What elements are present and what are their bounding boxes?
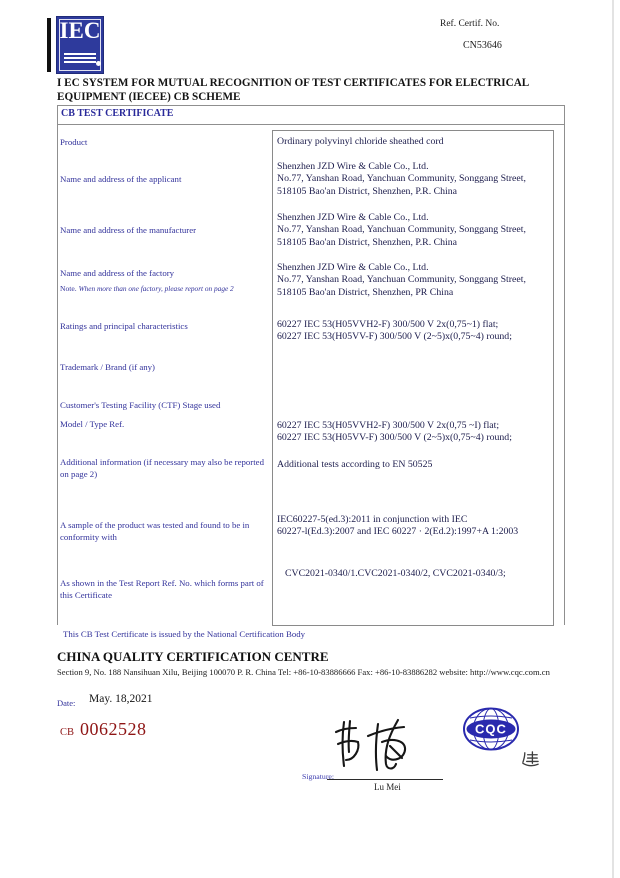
date-value: May. 18,2021	[89, 693, 153, 705]
value-line: No.77, Yanshan Road, Yanchuan Community, Songgang Street,	[277, 224, 526, 236]
cb-number: 0062528	[80, 719, 147, 739]
row-label-ratings: Ratings and principal characteristics	[60, 321, 188, 331]
iec-logo	[47, 16, 107, 74]
row-value-test-report	[285, 568, 557, 580]
factory-note	[60, 284, 274, 293]
ref-certif-label: Ref. Certif. No.	[440, 19, 500, 29]
value-line: 60227 IEC 53(H05VV-F) 300/500 V (2~5)x(0,75~4) round;	[277, 432, 512, 444]
row-label-product: Product	[60, 137, 88, 147]
values-panel	[272, 130, 554, 626]
signature-label: Signature:	[302, 772, 335, 781]
cb-test-certificate-title: CB TEST CERTIFICATE	[61, 108, 174, 119]
ref-certif-number: CN53646	[463, 40, 502, 51]
row-value-factory	[277, 262, 549, 299]
value-line: Additional tests according to EN 50525	[277, 459, 433, 470]
value-line: 60227 IEC 53(H05VV-F) 300/500 V (2~5)x(0,75~4) round;	[277, 331, 512, 343]
row-label-factory: Name and address of the factory	[60, 268, 175, 278]
row-value-applicant	[277, 161, 549, 198]
cb-number-prefix: CB	[60, 727, 75, 738]
signature-name: Lu Mei	[374, 782, 401, 792]
value-line: 60227 IEC 53(H05VVH2-F) 300/500 V 2x(0,75~1) flat;	[277, 319, 499, 330]
value-line: 518105 Bao'an District, Shenzhen, PR China	[277, 286, 454, 298]
scheme-title: I EC SYSTEM FOR MUTUAL RECOGNITION OF TEST CERTIFICATES FOR ELECTRICAL EQUIPMENT (IECEE) CB SCHEME	[57, 77, 529, 103]
value-line: No.77, Yanshan Road, Yanchuan Community, Songgang Street,	[277, 173, 526, 185]
factory-note-prefix: Note.	[60, 284, 77, 293]
cb-test-certificate-title-box	[57, 105, 565, 125]
cqc-logo-text: CQC	[475, 721, 507, 737]
value-line: Ordinary polyvinyl chloride sheathed cord	[277, 136, 444, 147]
signature-line	[327, 779, 443, 780]
row-label-applicant: Name and address of the applicant	[60, 174, 182, 184]
value-line: 60227-l(Ed.3):2007 and IEC 60227 · 2(Ed.2):1997+A 1:2003	[277, 526, 519, 538]
org-name: CHINA QUALITY CERTIFICATION CENTRE	[57, 649, 329, 664]
row-value-product	[277, 136, 549, 148]
row-value-manufacturer	[277, 212, 549, 249]
value-line: Shenzhen JZD Wire & Cable Co., Ltd.	[277, 161, 429, 172]
row-label-ctf: Customer's Testing Facility (CTF) Stage used	[60, 400, 221, 410]
factory-note-italic: When more than one factory, please report on page 2	[78, 284, 234, 293]
cqc-logo	[462, 707, 520, 752]
row-label-model: Model / Type Ref.	[60, 419, 125, 429]
row-label-additional-info: Additional information (if necessary may also be reported on page 2)	[60, 457, 264, 479]
signature-handwriting	[330, 716, 435, 776]
iec-logo-box	[56, 16, 104, 74]
row-value-ratings	[277, 319, 549, 344]
value-line: IEC60227-5(ed.3):2011 in conjunction with IEC	[277, 514, 468, 525]
row-label-manufacturer: Name and address of the manufacturer	[60, 225, 197, 235]
value-line: Shenzhen JZD Wire & Cable Co., Ltd.	[277, 212, 429, 223]
value-line: No.77, Yanshan Road, Yanchuan Community, Songgang Street,	[277, 274, 526, 286]
iec-logo-dot	[96, 61, 101, 66]
issued-note: This CB Test Certificate is issued by the National Certification Body	[63, 629, 306, 639]
row-value-additional-info	[277, 459, 549, 471]
row-value-conformity	[277, 514, 549, 539]
value-line: 518105 Bao'an District, Shenzhen, P.R. China	[277, 236, 457, 248]
date-label: Date:	[57, 698, 76, 708]
value-line: CVC2021-0340/1.CVC2021-0340/2, CVC2021-0340/3;	[285, 568, 506, 579]
row-label-conformity: A sample of the product was tested and found to be in conformity with	[60, 520, 250, 542]
row-label-trademark: Trademark / Brand (if any)	[60, 362, 155, 372]
iec-logo-spine	[47, 18, 51, 72]
iec-logo-text: IEC	[59, 18, 101, 43]
row-value-model	[277, 420, 549, 445]
iec-logo-lines	[64, 53, 96, 65]
row-label-test-report: As shown in the Test Report Ref. No. which forms part of this Certificate	[60, 578, 264, 600]
value-line: 60227 IEC 53(H05VVH2-F) 300/500 V 2x(0,75 ~I) flat;	[277, 420, 500, 431]
value-line: Shenzhen JZD Wire & Cable Co., Ltd.	[277, 262, 429, 273]
org-address: Section 9, No. 188 Nansihuan Xilu, Beijing 100070 P. R. China Tel: +86-10-83886666 Fax: +86-10-83886282 website: http://www.cqc.com.cn	[57, 667, 550, 677]
stamp-character	[521, 750, 540, 769]
scan-edge	[612, 0, 614, 878]
value-line: 518105 Bao'an District, Shenzhen, P.R. China	[277, 185, 457, 197]
